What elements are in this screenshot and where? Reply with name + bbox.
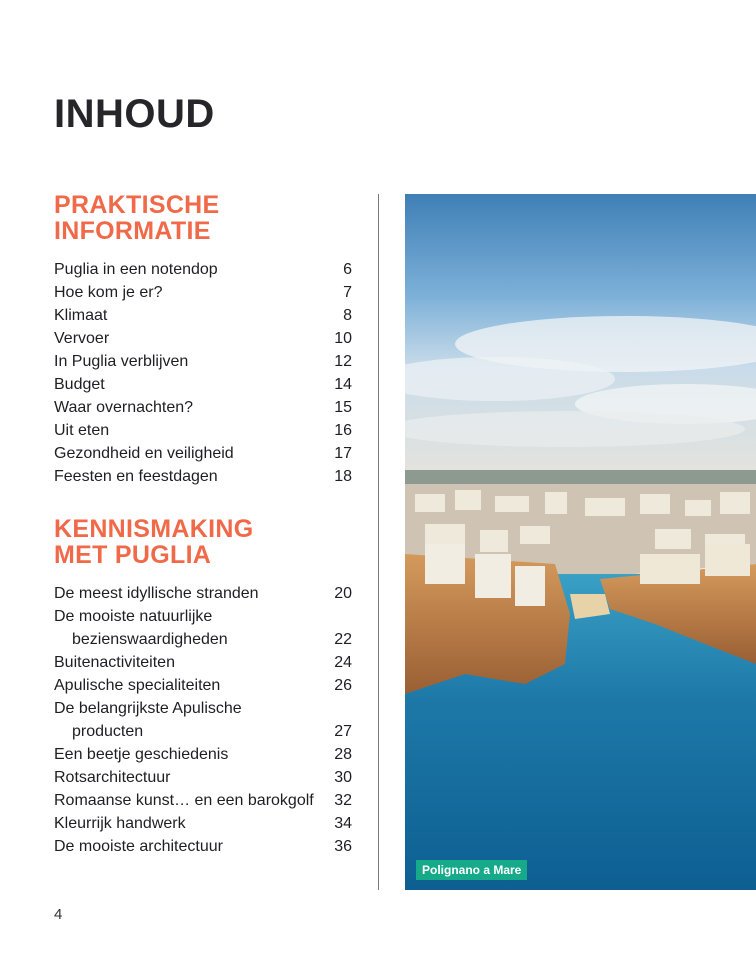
photo-polignano	[405, 194, 756, 890]
toc-entry-page: 8	[343, 307, 352, 324]
toc-entry[interactable]	[54, 605, 352, 651]
toc-entry[interactable]	[54, 697, 352, 743]
toc-entry-label: Kleurrijk handwerk	[54, 815, 186, 832]
toc-entry-page: 17	[334, 445, 352, 462]
toc-entry-label: Buitenactiviteiten	[54, 654, 175, 671]
toc-entry[interactable]	[54, 766, 352, 789]
toc-entry-page: 26	[334, 677, 352, 694]
toc-entry-page: 22	[334, 631, 352, 648]
section-heading-line1: PRAKTISCHE	[54, 191, 220, 219]
toc-entry-page: 16	[334, 422, 352, 439]
toc-entry-page: 20	[334, 585, 352, 602]
toc-entry-label-continued: bezienswaardigheden	[72, 631, 228, 648]
toc-entry[interactable]	[54, 442, 352, 465]
toc-entry-label: Rotsarchitectuur	[54, 769, 171, 786]
toc-entry-label: Hoe kom je er?	[54, 284, 163, 301]
toc-entry-label: De belangrijkste Apulische	[54, 700, 242, 717]
section-heading	[54, 516, 352, 568]
section-heading-line2: INFORMATIE	[54, 217, 211, 245]
toc-entry[interactable]	[54, 327, 352, 350]
toc-entry-page: 30	[334, 769, 352, 786]
toc-entry-page: 6	[343, 261, 352, 278]
toc-entry-label: Waar overnachten?	[54, 399, 194, 416]
section-heading	[54, 192, 352, 244]
toc-section-practical-info	[54, 192, 352, 488]
toc-entry-label: De mooiste architectuur	[54, 838, 223, 855]
toc-entry-page: 24	[334, 654, 352, 671]
toc-entry-label: De meest idyllische stranden	[54, 585, 259, 602]
section-heading-line1: KENNISMAKING	[54, 515, 254, 543]
toc-entry[interactable]	[54, 582, 352, 605]
toc-entry-page: 12	[334, 353, 352, 370]
section-heading-line2: MET PUGLIA	[54, 541, 212, 569]
photo-caption-badge: Polignano a Mare	[416, 860, 527, 880]
toc-entry-page: 10	[334, 330, 352, 347]
toc-entry[interactable]	[54, 304, 352, 327]
toc-entry-page: 36	[334, 838, 352, 855]
toc-entry[interactable]	[54, 373, 352, 396]
toc-entry-page: 14	[334, 376, 352, 393]
toc-entry-page: 32	[334, 792, 352, 809]
toc-entry-page: 15	[334, 399, 352, 416]
toc-entry-page: 28	[334, 746, 352, 763]
toc-entry[interactable]	[54, 674, 352, 697]
toc-entry[interactable]	[54, 281, 352, 304]
photo-illustration	[405, 194, 756, 890]
toc-entry-label: Een beetje geschiedenis	[54, 746, 229, 763]
toc-entry[interactable]	[54, 789, 352, 812]
page-number: 4	[54, 906, 63, 923]
toc-entry[interactable]	[54, 258, 352, 281]
toc-entry-label: De mooiste natuurlijke	[54, 608, 213, 625]
toc-entry-page: 18	[334, 468, 352, 485]
toc-entry-label: Gezondheid en veiligheid	[54, 445, 234, 462]
toc-entry[interactable]	[54, 465, 352, 488]
toc-entry-label: Budget	[54, 376, 105, 393]
toc-entry-label: Vervoer	[54, 330, 110, 347]
toc-entry[interactable]	[54, 743, 352, 766]
toc-entry[interactable]	[54, 812, 352, 835]
column-divider	[378, 194, 379, 890]
toc-entry[interactable]	[54, 835, 352, 858]
toc-entry-page: 7	[343, 284, 352, 301]
toc-entry-page: 34	[334, 815, 352, 832]
toc-entry-label: Feesten en feestdagen	[54, 468, 218, 485]
toc-entry-label: In Puglia verblijven	[54, 353, 189, 370]
toc-entry-page: 27	[334, 723, 352, 740]
toc-entry[interactable]	[54, 651, 352, 674]
toc-entry-label: Romaanse kunst… en een barokgolf	[54, 792, 314, 809]
toc-entry-label: Klimaat	[54, 307, 108, 324]
toc-entry-label: Apulische specialiteiten	[54, 677, 221, 694]
toc-entry[interactable]	[54, 396, 352, 419]
toc-list	[54, 582, 352, 858]
toc-entry-label: Uit eten	[54, 422, 110, 439]
toc-entry-label: Puglia in een notendop	[54, 261, 218, 278]
toc-list	[54, 258, 352, 488]
page-title: INHOUD	[54, 92, 215, 136]
toc-entry[interactable]	[54, 419, 352, 442]
toc-section-introduction	[54, 516, 352, 858]
toc-entry[interactable]	[54, 350, 352, 373]
toc-entry-label-continued: producten	[72, 723, 144, 740]
